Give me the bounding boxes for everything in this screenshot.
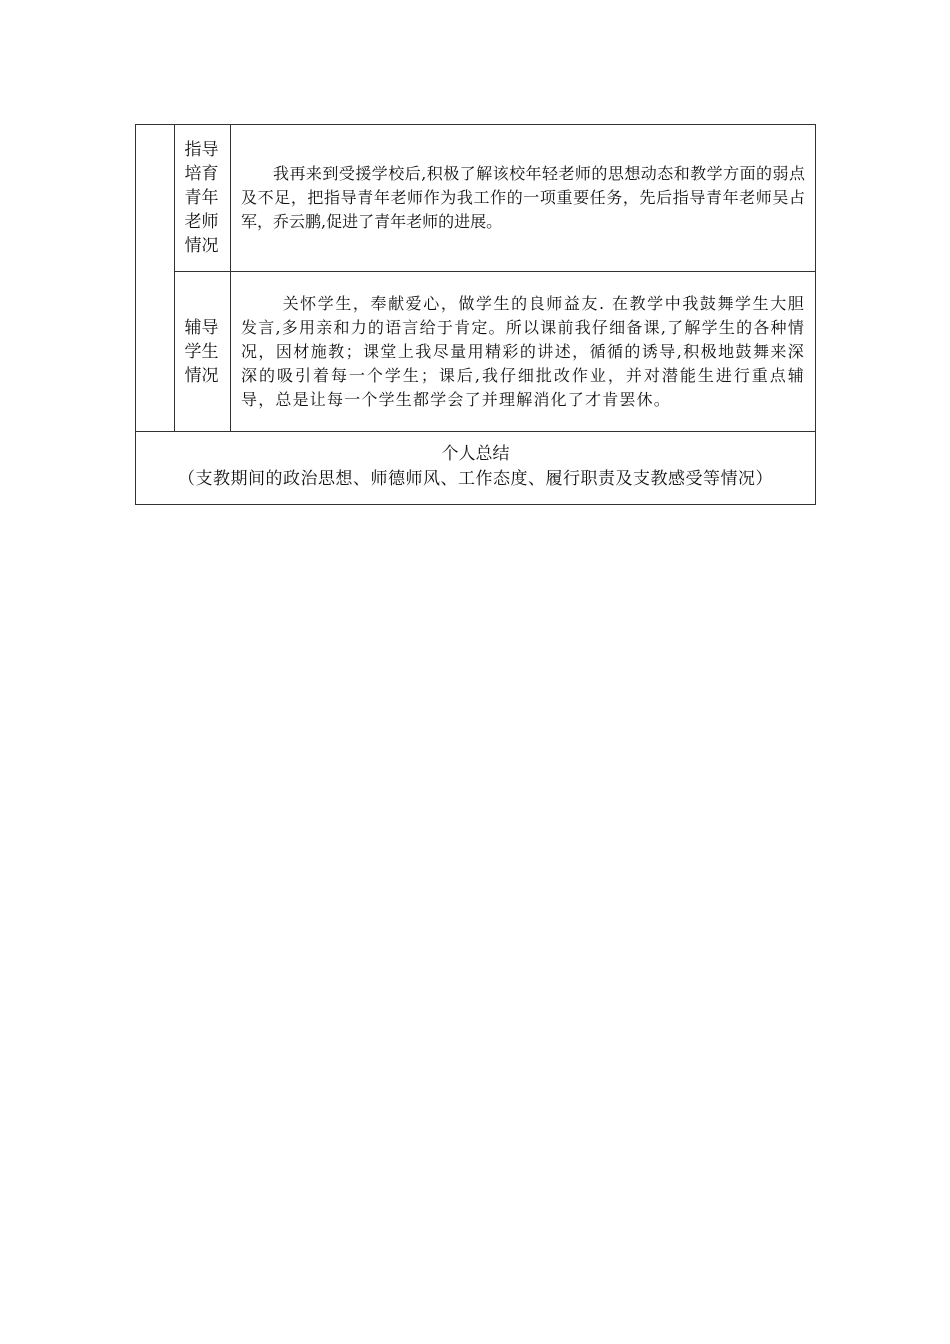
content-cell-tutor-students xyxy=(231,272,816,432)
summary-title: 个人总结 xyxy=(441,444,510,464)
blank-merged-cell xyxy=(136,125,175,432)
summary-cell xyxy=(136,432,816,505)
content-cell-guide-young-teachers xyxy=(231,125,816,272)
label-cell-tutor-students xyxy=(175,272,231,432)
table-row-guide-young-teachers xyxy=(136,125,816,272)
row-label-guide-young-teachers: 指导培育青年老师情况 xyxy=(184,140,219,256)
label-cell-guide-young-teachers xyxy=(175,125,231,272)
content-guide-young-teachers: 我再来到受援学校后,积极了解该校年轻老师的思想动态和教学方面的弱点及不足，把指导青年老师作为我工作的一项重要任务，先后指导青年老师吴占军，乔云鹏,促进了青年老师的进展。 xyxy=(241,164,805,231)
table-row-tutor-students xyxy=(136,272,816,432)
support-teaching-record-table xyxy=(135,124,816,505)
content-tutor-students: 关怀学生，奉献爱心，做学生的良师益友. 在教学中我鼓舞学生大胆发言,多用亲和力的语言给于肯定。所以课前我仔细备课,了解学生的各种情况，因材施教；课堂上我尽量用精彩的讲述，循循的诱导,积极地鼓舞来深深的吸引着每一个学生；课后,我仔细批改作业，并对潜能生进行重点辅导，总是让每一个学生都学会了并理解消化了才肯罢休。 xyxy=(241,293,805,409)
row-label-tutor-students: 辅导学生情况 xyxy=(184,317,219,386)
table-row-personal-summary xyxy=(136,432,816,505)
summary-subtitle: （支教期间的政治思想、师德师风、工作态度、履行职责及支教感受等情况） xyxy=(178,469,773,489)
